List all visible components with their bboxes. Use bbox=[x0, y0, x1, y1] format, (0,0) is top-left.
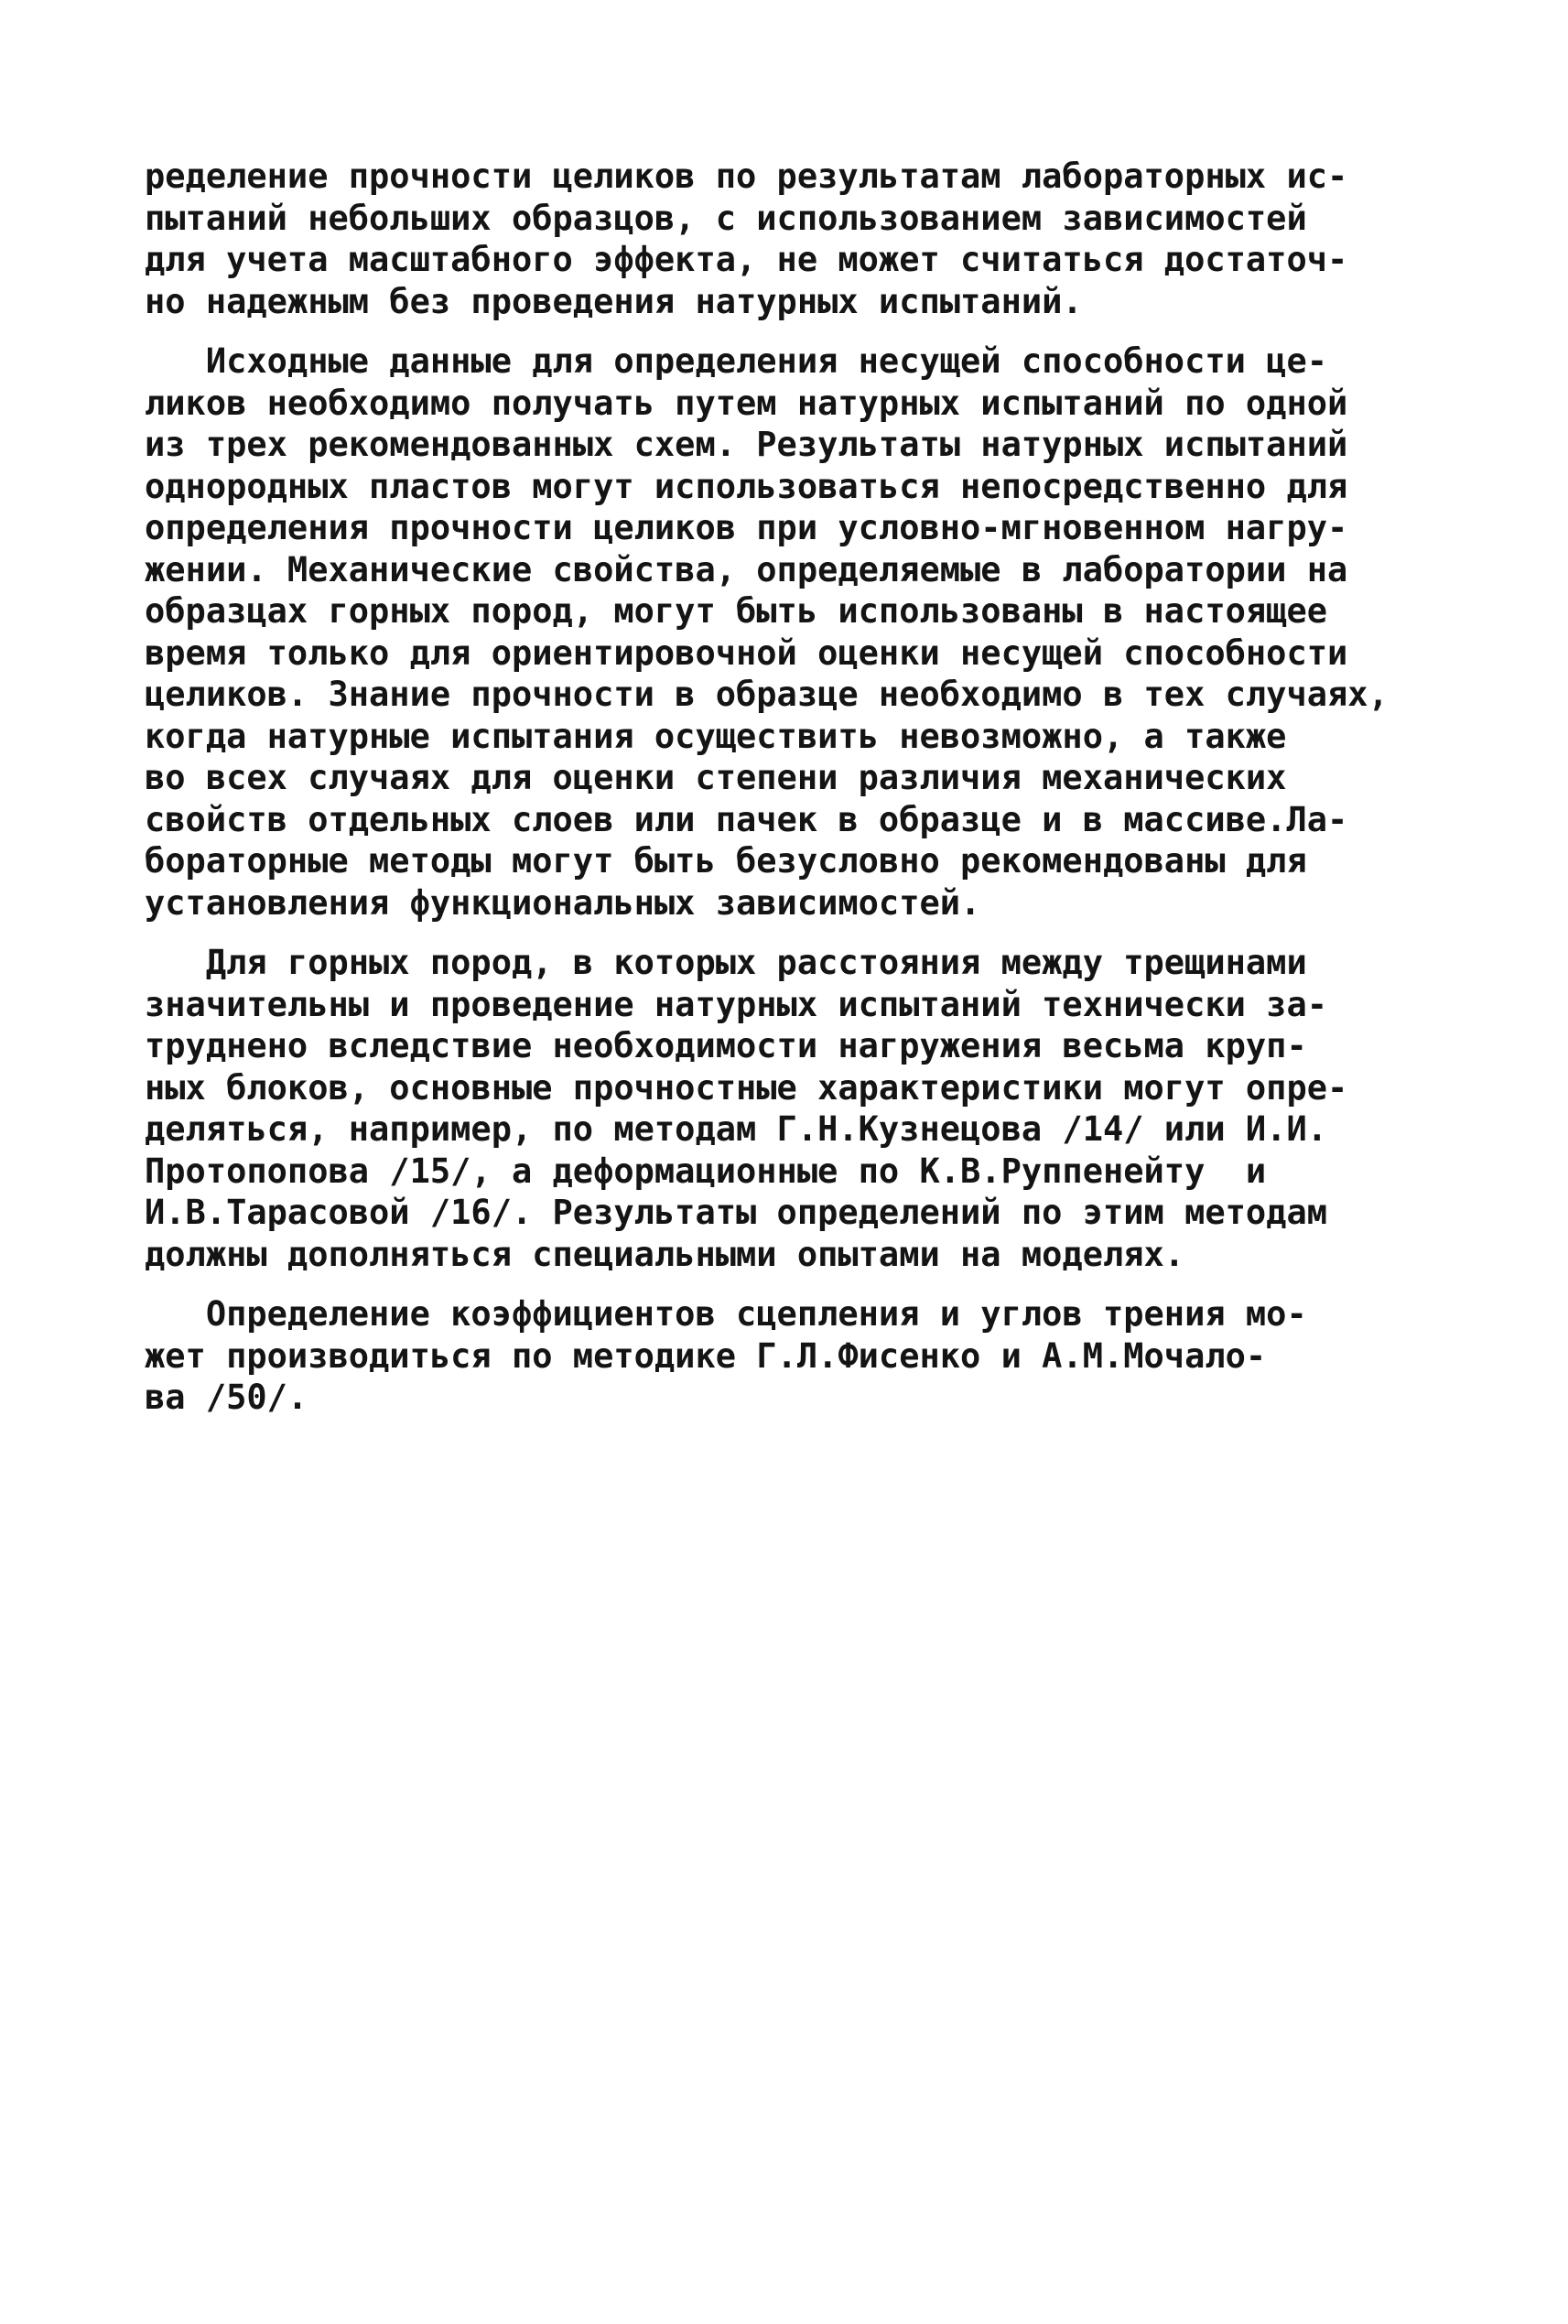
text-line: ликов необходимо получать путем натурных испытаний по одной bbox=[145, 383, 1348, 423]
body-text bbox=[145, 156, 1417, 1419]
text-line: установления функциональных зависимостей. bbox=[145, 882, 981, 923]
text-line: целиков. Знание прочности в образце необходимо в тех случаях, bbox=[145, 675, 1389, 714]
text-line: однородных пластов могут использоваться непосредственно для bbox=[145, 466, 1348, 506]
text-line: жет производиться по методике Г.Л.Фисенко и А.М.Мочало- bbox=[145, 1335, 1267, 1376]
paragraph-3 bbox=[145, 942, 1417, 1275]
text-line: определения прочности целиков при условно-мгновенном нагру- bbox=[145, 508, 1348, 547]
text-line: жении. Механические свойства, определяемые в лаборатории на bbox=[145, 549, 1348, 589]
text-line: ных блоков, основные прочностные характеристики могут опре- bbox=[145, 1067, 1348, 1108]
text-line: во всех случаях для оценки степени различия механических bbox=[145, 758, 1287, 797]
text-line: деляться, например, по методам Г.Н.Кузнецова /14/ или И.И. bbox=[145, 1109, 1328, 1149]
text-line: Определение коэффициентов сцепления и углов трения мо- bbox=[145, 1294, 1307, 1334]
text-line: свойств отдельных слоев или пачек в образце и в массиве.Ла- bbox=[145, 799, 1348, 839]
text-line: образцах горных пород, могут быть использованы в настоящее bbox=[145, 591, 1328, 631]
text-line: для учета масштабного эффекта, не может считаться достаточ- bbox=[145, 240, 1348, 279]
paragraph-1 bbox=[145, 156, 1417, 322]
text-line: ределение прочности целиков по результатам лабораторных ис- bbox=[145, 157, 1348, 196]
text-line: Исходные данные для определения несущей способности це- bbox=[145, 341, 1328, 381]
text-line: значительны и проведение натурных испытаний технически за- bbox=[145, 984, 1328, 1024]
text-line: Протопопова /15/, а деформационные по К.В.Руппенейту и bbox=[145, 1151, 1267, 1191]
paragraph-4 bbox=[145, 1293, 1417, 1419]
text-line: И.В.Тарасовой /16/. Результаты определений по этим методам bbox=[145, 1193, 1328, 1232]
text-line: Для горных пород, в которых расстояния между трещинами bbox=[145, 943, 1307, 982]
text-line: пытаний небольших образцов, с использованием зависимостей bbox=[145, 198, 1307, 238]
text-line: труднено вследствие необходимости нагружения весьма круп- bbox=[145, 1026, 1307, 1065]
paragraph-2 bbox=[145, 340, 1417, 924]
text-line: ва /50/. bbox=[145, 1378, 308, 1417]
text-line: из трех рекомендованных схем. Результаты натурных испытаний bbox=[145, 425, 1348, 464]
text-line: бораторные методы могут быть безусловно рекомендованы для bbox=[145, 841, 1307, 881]
text-line: время только для ориентировочной оценки несущей способности bbox=[145, 632, 1348, 673]
text-line: но надежным без проведения натурных испытаний. bbox=[145, 281, 1083, 321]
text-line: когда натурные испытания осуществить невозможно, а также bbox=[145, 716, 1287, 756]
text-line: должны дополняться специальными опытами на моделях. bbox=[145, 1234, 1185, 1274]
